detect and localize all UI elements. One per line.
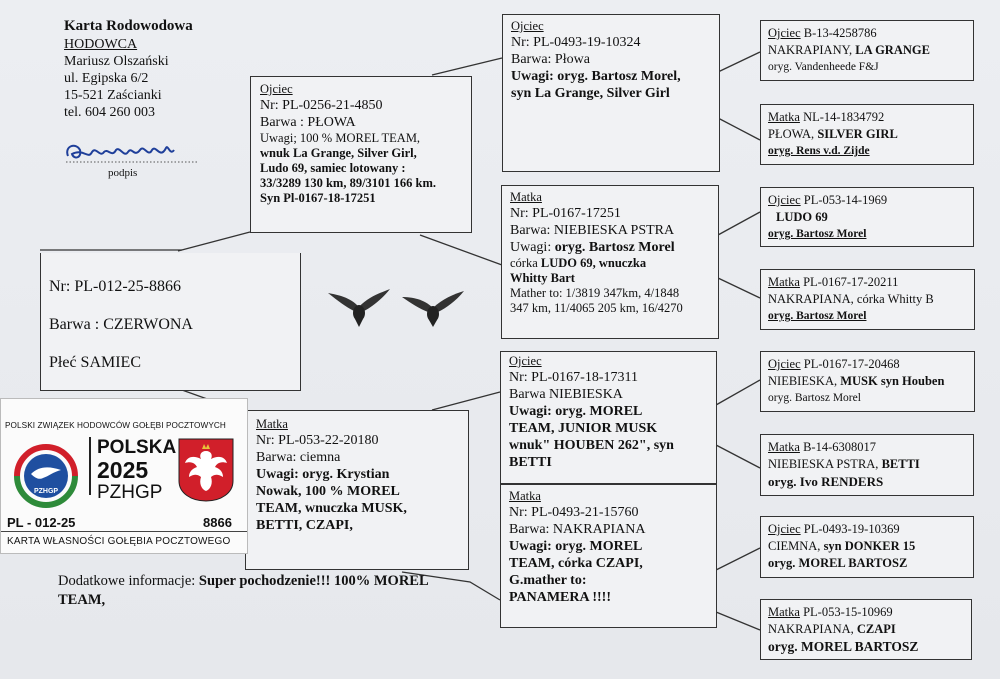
ggp6-origin: oryg. Ivo RENDERS: [768, 474, 884, 489]
pzhgp-logo-icon: [9, 436, 83, 508]
pgm-note-5: 347 km, 11/4065 205 km, 16/4270: [510, 301, 683, 315]
mother-color: Barwa: ciemna: [256, 450, 341, 465]
ggp-box-7: [760, 516, 974, 578]
ggp8-name: CZAPI: [856, 622, 896, 636]
father-box: [250, 76, 472, 233]
signature-label: podpis: [108, 167, 138, 179]
badge-ring-right: 8866: [203, 515, 232, 530]
ggp3-name: LUDO 69: [776, 210, 828, 224]
bird-info-box: [40, 253, 301, 391]
ggp3-title: Ojciec: [768, 193, 801, 207]
mgf-note-1: Uwagi: oryg. MOREL: [509, 404, 643, 419]
ggp4-origin: oryg. Bartosz Morel: [768, 310, 867, 322]
mgm-note-2: TEAM, córka CZAPI,: [509, 556, 643, 571]
ggp-box-4: [760, 269, 975, 330]
father-color: Barwa : PŁOWA: [260, 115, 356, 130]
badge-ring-left: PL - 012-25: [7, 515, 76, 530]
breeder-phone: tel. 604 260 003: [64, 105, 155, 120]
breeder-street: ul. Egipska 6/2: [64, 71, 149, 86]
ggp-box-1: [760, 20, 974, 81]
pgm-note-1b: oryg. Bartosz Morel: [554, 240, 675, 255]
mgf-note-4: BETTI: [509, 455, 552, 470]
mgm-color: Barwa: NAKRAPIANA: [509, 522, 646, 537]
ggp7-name: syn DONKER 15: [823, 539, 916, 553]
father-note-5: Syn Pl-0167-18-17251: [260, 191, 376, 205]
ggp-box-3: [760, 187, 974, 247]
ggp2-origin: oryg. Rens v.d. Zijde: [768, 145, 870, 157]
badge-year: 2025: [97, 457, 149, 483]
ggp7-ring: PL-0493-19-10369: [800, 522, 900, 536]
mother-note-1: Uwagi: oryg. Krystian: [256, 467, 390, 482]
mother-box: [245, 410, 469, 570]
handwritten-signature: [62, 136, 202, 168]
badge-country: POLSKA: [97, 437, 177, 458]
ggp5-name: MUSK syn Houben: [840, 374, 945, 388]
eagle-emblem-icon: [177, 437, 235, 503]
pgf-title: Ojciec: [511, 19, 544, 33]
ggp8-color: NAKRAPIANA,: [768, 622, 857, 636]
pgm-note-2a: córka: [510, 256, 541, 270]
mother-ring-number: Nr: PL-053-22-20180: [256, 433, 379, 448]
ggp4-name: córka Whitty B: [856, 292, 934, 306]
pigeon-icon: [328, 289, 390, 327]
pzhgp-logo-text: PZHGP: [33, 488, 59, 495]
mgf-note-3: wnuk" HOUBEN 262", syn: [509, 438, 674, 453]
ggp8-ring: PL-053-15-10969: [799, 605, 893, 619]
father-ring-number: Nr: PL-0256-21-4850: [260, 98, 383, 113]
mgm-note-1: Uwagi: oryg. MOREL: [509, 539, 643, 554]
mgm-note-4: PANAMERA !!!!: [509, 590, 611, 605]
ggp7-color: CIEMNA,: [768, 539, 824, 553]
additional-info-text: Super pochodzenie!!! 100% MOREL: [198, 573, 429, 589]
pgm-note-1a: Uwagi:: [510, 240, 555, 255]
ggp4-ring: PL-0167-17-20211: [799, 275, 899, 289]
ggp2-color: PŁOWA,: [768, 127, 818, 141]
ownership-card-badge: [0, 398, 248, 554]
ggp5-color: NIEBIESKA,: [768, 374, 841, 388]
ggp1-color: NAKRAPIANY,: [768, 43, 856, 57]
pgm-title: Matka: [510, 190, 542, 204]
ggp8-title: Matka: [768, 605, 800, 619]
father-note-2: wnuk La Grange, Silver Girl,: [260, 146, 417, 160]
card-title: Karta Rodowodowa: [64, 18, 193, 34]
ggp2-ring: NL-14-1834792: [799, 110, 885, 124]
badge-abbr: PZHGP: [97, 482, 163, 503]
ggp2-name: SILVER GIRL: [817, 127, 898, 141]
mgf-title: Ojciec: [509, 354, 542, 368]
pgf-ring-number: Nr: PL-0493-19-10324: [511, 35, 641, 50]
mother-note-4: BETTI, CZAPI,: [256, 518, 353, 533]
mother-note-3: TEAM, wnuczka MUSK,: [256, 501, 407, 516]
mother-title: Matka: [256, 417, 288, 431]
additional-info-text-2: TEAM,: [58, 592, 106, 608]
ggp6-title: Matka: [768, 440, 800, 454]
pgm-color: Barwa: NIEBIESKA PSTRA: [510, 223, 675, 238]
father-title: Ojciec: [260, 82, 293, 96]
bird-sex: Płeć SAMIEC: [49, 354, 141, 371]
mgm-ring-number: Nr: PL-0493-21-15760: [509, 505, 639, 520]
breeder-city: 15-521 Zaścianki: [64, 88, 162, 103]
pgf-note-2: syn La Grange, Silver Girl: [511, 86, 670, 101]
ggp5-ring: PL-0167-17-20468: [800, 357, 900, 371]
ggp4-title: Matka: [768, 275, 800, 289]
badge-footer: KARTA WŁASNOŚCI GOŁĘBIA POCZTOWEGO: [7, 536, 231, 547]
ggp-box-6: [760, 434, 974, 496]
pgm-note-2b: LUDO 69, wnuczka: [540, 256, 647, 270]
pgf-note-1: Uwagi: oryg. Bartosz Morel,: [511, 69, 681, 84]
pgm-note-4: Mather to: 1/3819 347km, 4/1848: [510, 286, 680, 300]
paternal-grandfather-box: [502, 14, 720, 172]
mgm-note-3: G.mather to:: [509, 573, 587, 588]
ggp5-title: Ojciec: [768, 357, 801, 371]
ggp7-origin: oryg. MOREL BARTOSZ: [768, 556, 908, 570]
ggp1-ring: B-13-4258786: [800, 26, 877, 40]
pgm-note-3: Whitty Bart: [510, 271, 575, 285]
maternal-grandfather-box: [500, 351, 717, 484]
ggp6-name: BETTI: [881, 457, 920, 471]
father-note-4: 33/3289 130 km, 89/3101 166 km.: [260, 176, 437, 190]
mgm-title: Matka: [509, 489, 541, 503]
ggp7-title: Ojciec: [768, 522, 801, 536]
pigeon-icon: [402, 291, 464, 327]
ggp6-ring: B-14-6308017: [799, 440, 876, 454]
maternal-grandmother-box: [500, 484, 717, 628]
badge-org-name: POLSKI ZWIĄZEK HODOWCÓW GOŁĘBI POCZTOWYCH: [5, 421, 226, 430]
breeder-name: Mariusz Olszański: [64, 54, 169, 69]
ggp1-name: LA GRANGE: [855, 43, 930, 57]
ggp4-color: NAKRAPIANA,: [768, 292, 857, 306]
ggp3-origin: oryg. Bartosz Morel: [768, 228, 867, 240]
breeder-label: HODOWCA: [64, 37, 138, 52]
ggp-box-5: [760, 351, 975, 412]
mgf-color: Barwa NIEBIESKA: [509, 387, 623, 402]
ggp-box-2: [760, 104, 974, 165]
ggp3-ring: PL-053-14-1969: [800, 193, 888, 207]
pgm-ring-number: Nr: PL-0167-17251: [510, 206, 621, 221]
ggp6-color: NIEBIESKA PSTRA,: [768, 457, 882, 471]
father-note-1: Uwagi; 100 % MOREL TEAM,: [260, 131, 421, 145]
mgf-ring-number: Nr: PL-0167-18-17311: [509, 370, 638, 385]
ggp5-origin: oryg. Bartosz Morel: [768, 392, 861, 404]
ggp1-title: Ojciec: [768, 26, 801, 40]
breeder-header: [64, 17, 193, 121]
pgf-color: Barwa: Płowa: [511, 52, 590, 67]
mgf-note-2: TEAM, JUNIOR MUSK: [509, 421, 658, 436]
paternal-grandmother-box: [501, 185, 719, 339]
ggp-box-8: [760, 599, 972, 660]
ggp1-origin: oryg. Vandenheede F&J: [768, 61, 879, 73]
additional-info: [58, 572, 429, 610]
additional-info-label: Dodatkowe informacje:: [58, 573, 199, 589]
ggp8-origin: oryg. MOREL BARTOSZ: [768, 639, 919, 654]
father-note-3: Ludo 69, samiec lotowany :: [260, 161, 406, 175]
mother-note-2: Nowak, 100 % MOREL: [256, 484, 400, 499]
bird-color: Barwa : CZERWONA: [49, 316, 193, 333]
bird-ring-number: Nr: PL-012-25-8866: [49, 278, 181, 295]
ggp2-title: Matka: [768, 110, 800, 124]
